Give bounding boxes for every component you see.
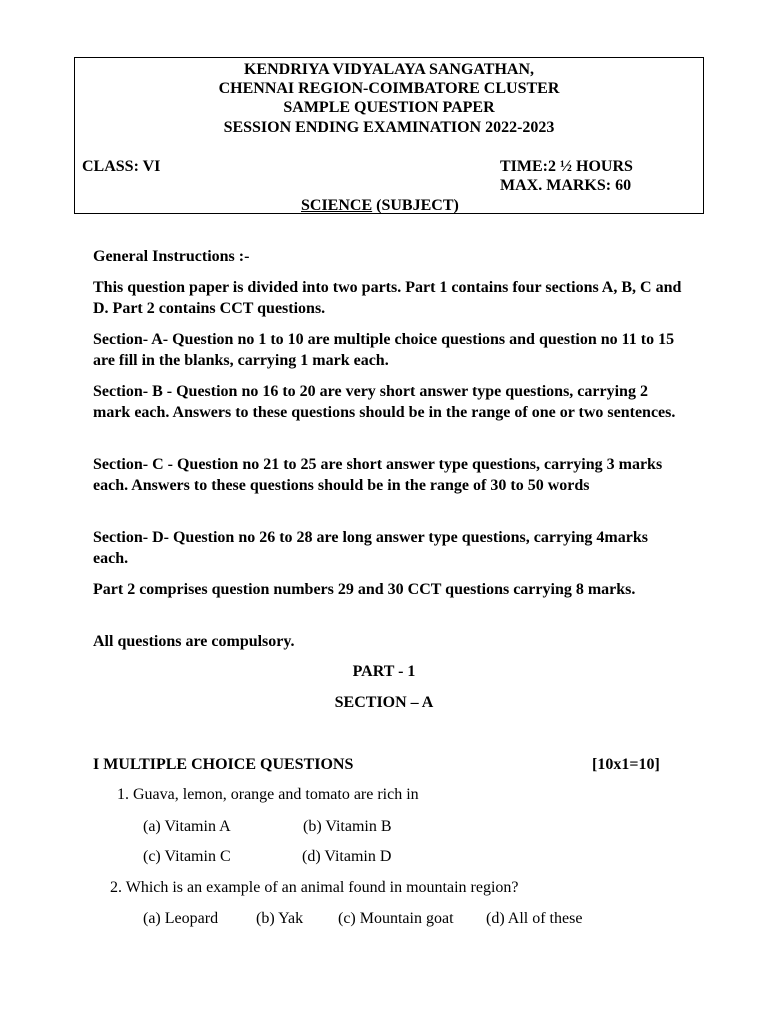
header-school: KENDRIYA VIDYALAYA SANGATHAN, (243, 61, 534, 78)
instruction-item: Section- A- Question no 1 to 10 are multiple choice questions and question no 11 to 15 are fill in the blanks, carrying 1 mark each. (93, 331, 675, 369)
question-2: 2. Which is an example of an animal found in mountain region? (110, 879, 519, 896)
header-exam: SESSION ENDING EXAMINATION 2022-2023 (223, 119, 555, 136)
subject-suffix: (SUBJECT) (372, 197, 459, 214)
q1-option-c: (c) Vitamin C (143, 848, 231, 865)
instruction-item: Part 2 comprises question numbers 29 and 30 CCT questions carrying 8 marks. (93, 581, 636, 598)
q1-option-d: (d) Vitamin D (302, 848, 392, 865)
part-title: PART - 1 (352, 663, 416, 680)
time-label: TIME:2 ½ HOURS (500, 158, 633, 175)
class-label: CLASS: VI (82, 158, 161, 175)
header-paper-type: SAMPLE QUESTION PAPER (283, 99, 495, 116)
instructions-heading: General Instructions :- (93, 248, 250, 265)
instruction-item: Section- C - Question no 21 to 25 are short answer type questions, carrying 3 marks each. Answers to these questions should be in the range of 30 to 50 words (93, 456, 663, 494)
header-box (74, 57, 704, 214)
q2-option-b: (b) Yak (256, 910, 304, 927)
instruction-item: All questions are compulsory. (93, 633, 295, 650)
q1-option-a: (a) Vitamin A (143, 818, 231, 835)
mcq-heading: I MULTIPLE CHOICE QUESTIONS (93, 756, 354, 773)
section-title: SECTION – A (334, 694, 434, 711)
q2-option-d: (d) All of these (486, 910, 583, 927)
instruction-item: Section- D- Question no 26 to 28 are long answer type questions, carrying 4marks each. (93, 529, 648, 567)
max-marks-label: MAX. MARKS: 60 (500, 177, 632, 194)
subject-name: SCIENCE (301, 197, 373, 214)
mcq-marks: [10x1=10] (592, 756, 660, 773)
instruction-item: Section- B - Question no 16 to 20 are very short answer type questions, carrying 2 mark each. Answers to these questions should be in the range of one or two sentences. (93, 383, 676, 421)
q2-option-c: (c) Mountain goat (338, 910, 454, 927)
q2-option-a: (a) Leopard (143, 910, 219, 927)
header-region: CHENNAI REGION-COIMBATORE CLUSTER (218, 80, 560, 97)
q1-option-b: (b) Vitamin B (303, 818, 392, 835)
instruction-item: This question paper is divided into two parts. Part 1 contains four sections A, B, C and D. Part 2 contains CCT questions. (93, 279, 682, 317)
subject-line (301, 196, 459, 215)
question-1: 1. Guava, lemon, orange and tomato are rich in (117, 786, 419, 803)
